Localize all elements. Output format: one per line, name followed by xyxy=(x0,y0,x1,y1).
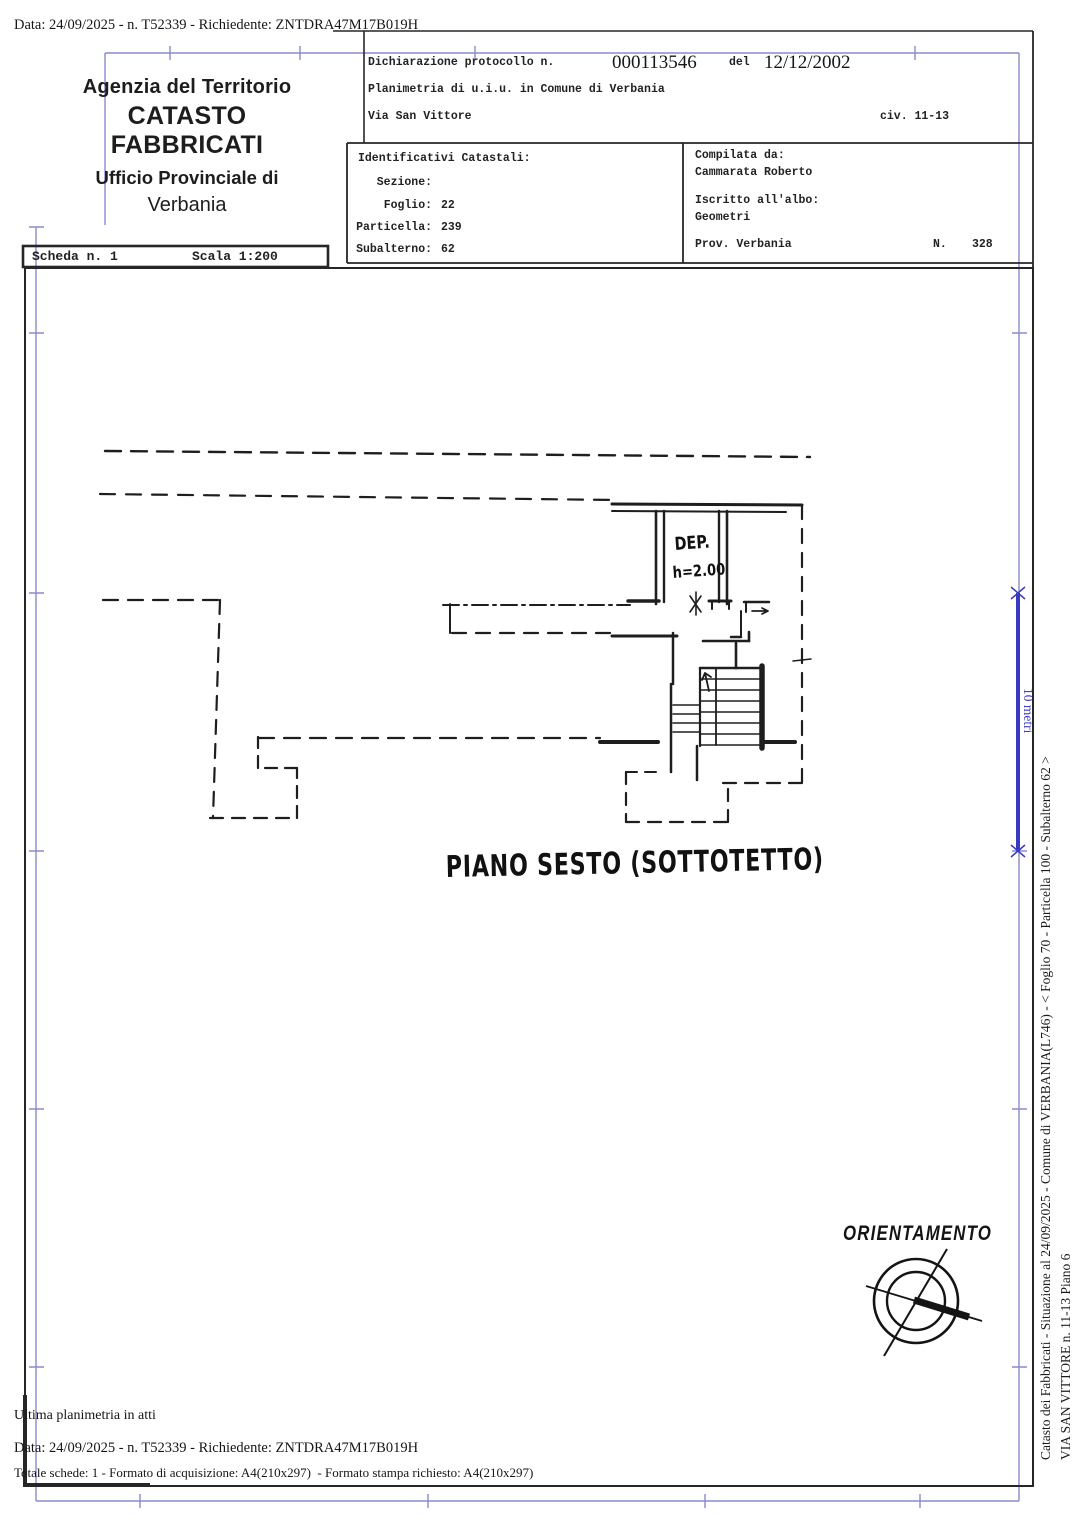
sheets-format-line: Totale schede: 1 - Formato di acquisizione: A4(210x297) - Formato stampa richiesto: A4(210x297) xyxy=(14,1465,534,1480)
orientation-label: ORIENTAMENTO xyxy=(843,1222,992,1246)
register-number-label: N. xyxy=(933,238,947,251)
request-info-bottom: Data: 24/09/2025 - n. T52339 - Richiedente: ZNTDRA47M17B019H xyxy=(14,1440,419,1456)
floor-title: PIANO SESTO (SOTTOTETTO) xyxy=(445,842,825,885)
floor-plan-drawing xyxy=(100,451,811,822)
protocol-label: Dichiarazione protocollo n. xyxy=(368,56,555,69)
register-number-value: 328 xyxy=(972,238,993,251)
sheet-scale: Scala 1:200 xyxy=(192,249,278,264)
last-plan-note: Ultima planimetria in atti xyxy=(14,1408,156,1423)
scale-bar-label: 10 metri xyxy=(1021,688,1036,734)
room-height-label: h=2.00 xyxy=(672,560,726,583)
province-line: Prov. Verbania xyxy=(695,238,792,251)
request-info-top: Data: 24/09/2025 - n. T52339 - Richiedente: ZNTDRA47M17B019H xyxy=(14,17,419,33)
compiler-name: Cammarata Roberto xyxy=(695,166,813,179)
identifier-value-foglio: 22 xyxy=(441,199,455,212)
agency-office: Ufficio Provinciale di xyxy=(95,167,279,188)
protocol-del-label: del xyxy=(729,56,750,69)
identifier-label-foglio: Foglio: xyxy=(383,199,432,212)
identifiers-title: Identificativi Catastali: xyxy=(358,152,531,165)
identifier-label-sezione: Sezione: xyxy=(376,176,432,189)
agency-header xyxy=(58,76,316,217)
margin-line-2: VIA SAN VITTORE n. 11-13 Piano 6 xyxy=(1058,1253,1073,1460)
margin-line-1: Catasto dei Fabbricati - Situazione al 24/09/2025 - Comune di VERBANIA(L746) - < Foglio 70 - Particella 100 - Subalterno 62 > xyxy=(1038,756,1053,1460)
form-borders xyxy=(23,31,1033,1486)
planimetria-line: Planimetria di u.i.u. in Comune di Verbania xyxy=(368,83,665,96)
side-margin-text xyxy=(1038,756,1073,1460)
agency-city: Verbania xyxy=(147,194,227,216)
register-value: Geometri xyxy=(695,211,751,224)
protocol-number: 000113546 xyxy=(612,52,697,73)
civic-number: civ. 11-13 xyxy=(880,110,950,123)
agency-title: CATASTO FABBRICATI xyxy=(110,102,264,159)
street-name: Via San Vittore xyxy=(368,110,472,123)
orientation-compass xyxy=(843,1222,992,1356)
sheet-number: Scheda n. 1 xyxy=(32,249,118,264)
identifier-value-particella: 239 xyxy=(441,221,462,234)
compiler-label: Compilata da: xyxy=(695,149,785,162)
handwritten-labels xyxy=(445,531,824,885)
identifier-label-subalterno: Subalterno: xyxy=(356,243,432,256)
register-label: Iscritto all'albo: xyxy=(695,194,820,207)
room-label: DEP. xyxy=(673,531,711,555)
agency-name: Agenzia del Territorio xyxy=(82,76,292,98)
identifier-label-particella: Particella: xyxy=(356,221,432,234)
identifier-value-subalterno: 62 xyxy=(441,243,455,256)
protocol-date: 12/12/2002 xyxy=(764,52,851,73)
